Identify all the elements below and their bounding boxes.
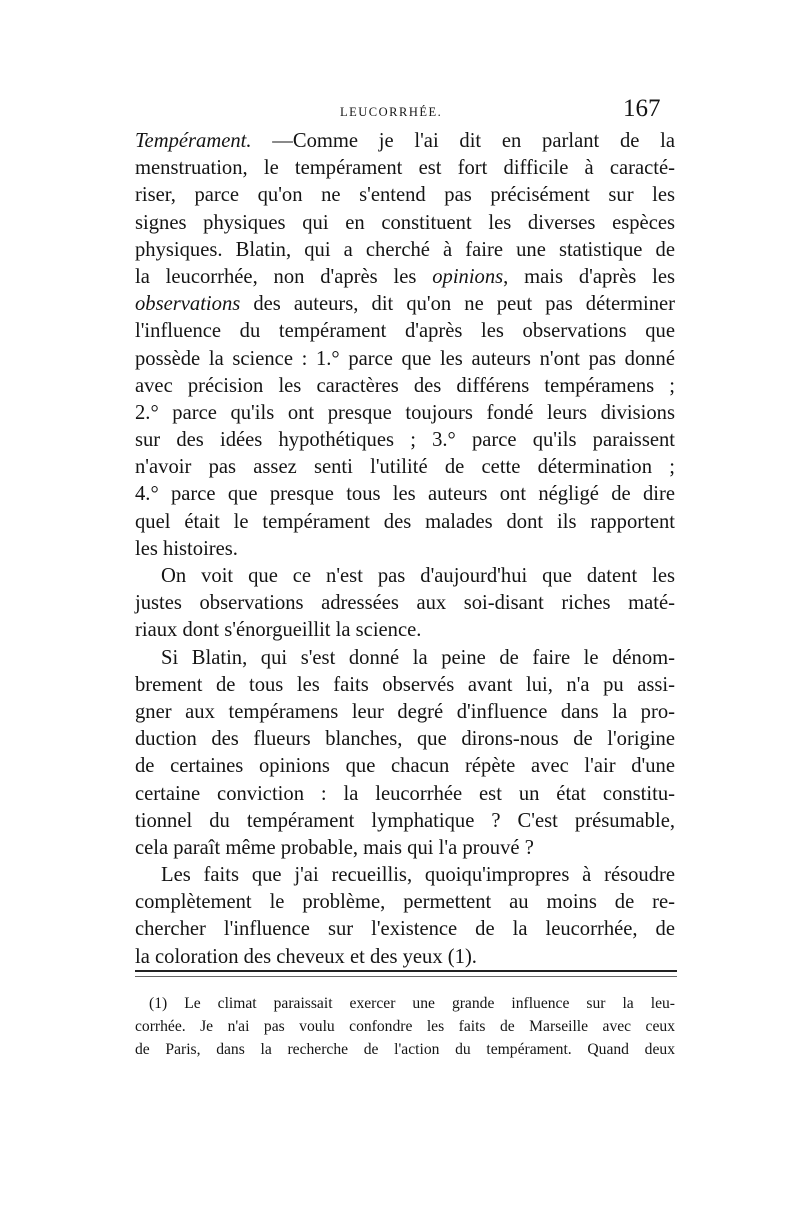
text-line: les histoires. xyxy=(135,537,238,560)
text-line: cela paraît même probable, mais qui l'a prouvé ? xyxy=(135,836,534,859)
text-line: n'avoir pas assez senti l'utilité de cette détermination ; xyxy=(135,456,675,479)
footnote-line: corrhée. Je n'ai pas voulu confondre les faits de Marseille avec ceux xyxy=(135,1018,675,1035)
text-line: chercher l'influence sur l'existence de la leucorrhée, de xyxy=(135,918,675,941)
footnote-line: (1) Le climat paraissait exercer une grande influence sur la leu- xyxy=(149,995,675,1012)
footnote xyxy=(135,992,675,1061)
text-line: Si Blatin, qui s'est donné la peine de faire le dénom- xyxy=(161,646,675,669)
section-term: Tempérament. xyxy=(135,130,252,152)
italic-word: opinions xyxy=(432,265,504,288)
text-line: Les faits que j'ai recueillis, quoiqu'impropres à résoudre xyxy=(161,864,675,887)
text-line: riaux dont s'énorgueillit la science. xyxy=(135,619,422,642)
text-line: complètement le problème, permettent au moins de re- xyxy=(135,891,675,914)
text-line: la coloration des cheveux et des yeux (1). xyxy=(135,945,477,968)
body-text xyxy=(135,128,675,971)
text-line: Tempérament. —Comme je l'ai dit en parlant de la xyxy=(135,130,675,152)
italic-word: observations xyxy=(135,293,241,316)
text-line: duction des flueurs blanches, que dirons-nous de l'origine xyxy=(135,728,675,751)
text-line: physiques. Blatin, qui a cherché à faire une statistique de xyxy=(135,238,675,261)
text-line: observations des auteurs, dit qu'on ne peut pas déterminer xyxy=(135,293,675,316)
text-line: certaine conviction : la leucorrhée est un état constitu- xyxy=(135,782,675,805)
text-line: sur des idées hypothétiques ; 3.° parce qu'ils paraissent xyxy=(135,429,675,452)
text-line: 4.° parce que presque tous les auteurs ont négligé de dire xyxy=(135,483,675,506)
text-line: riser, parce qu'on ne s'entend pas précisément sur les xyxy=(135,184,675,207)
text-line: signes physiques qui en constituent les diverses espèces xyxy=(135,211,675,234)
text-line: tionnel du tempérament lymphatique ? C'est présumable, xyxy=(135,809,675,832)
text-line: brement de tous les faits observés avant lui, n'a pu assi- xyxy=(135,673,675,696)
running-head xyxy=(0,95,800,125)
text-line: quel était le tempérament des malades dont ils rapportent xyxy=(135,510,675,533)
text-line: avec précision les caractères des différens tempéramens ; xyxy=(135,374,675,397)
footnote-rule xyxy=(135,970,677,972)
text-line: possède la science : 1.° parce que les auteurs n'ont pas donné xyxy=(135,347,675,370)
text-line: justes observations adressées aux soi-disant riches maté- xyxy=(135,592,675,615)
text-line: de certaines opinions que chacun répète avec l'air d'une xyxy=(135,755,675,778)
text-line: menstruation, le tempérament est fort difficile à caracté- xyxy=(135,157,675,180)
text-line: On voit que ce n'est pas d'aujourd'hui que datent les xyxy=(161,565,675,587)
footnote-line: de Paris, dans la recherche de l'action du tempérament. Quand deux xyxy=(135,1041,675,1058)
page-number: 167 xyxy=(623,95,661,122)
running-title: LEUCORRHÉE. xyxy=(340,105,443,119)
text-line: 2.° parce qu'ils ont presque toujours fondé leurs divisions xyxy=(135,401,675,424)
text-line: la leucorrhée, non d'après les opinions, mais d'après les xyxy=(135,265,675,288)
text-line: gner aux tempéramens leur degré d'influence dans la pro- xyxy=(135,700,675,723)
footnote-rule-thin xyxy=(135,976,677,977)
text-line: l'influence du tempérament d'après les observations que xyxy=(135,320,675,343)
